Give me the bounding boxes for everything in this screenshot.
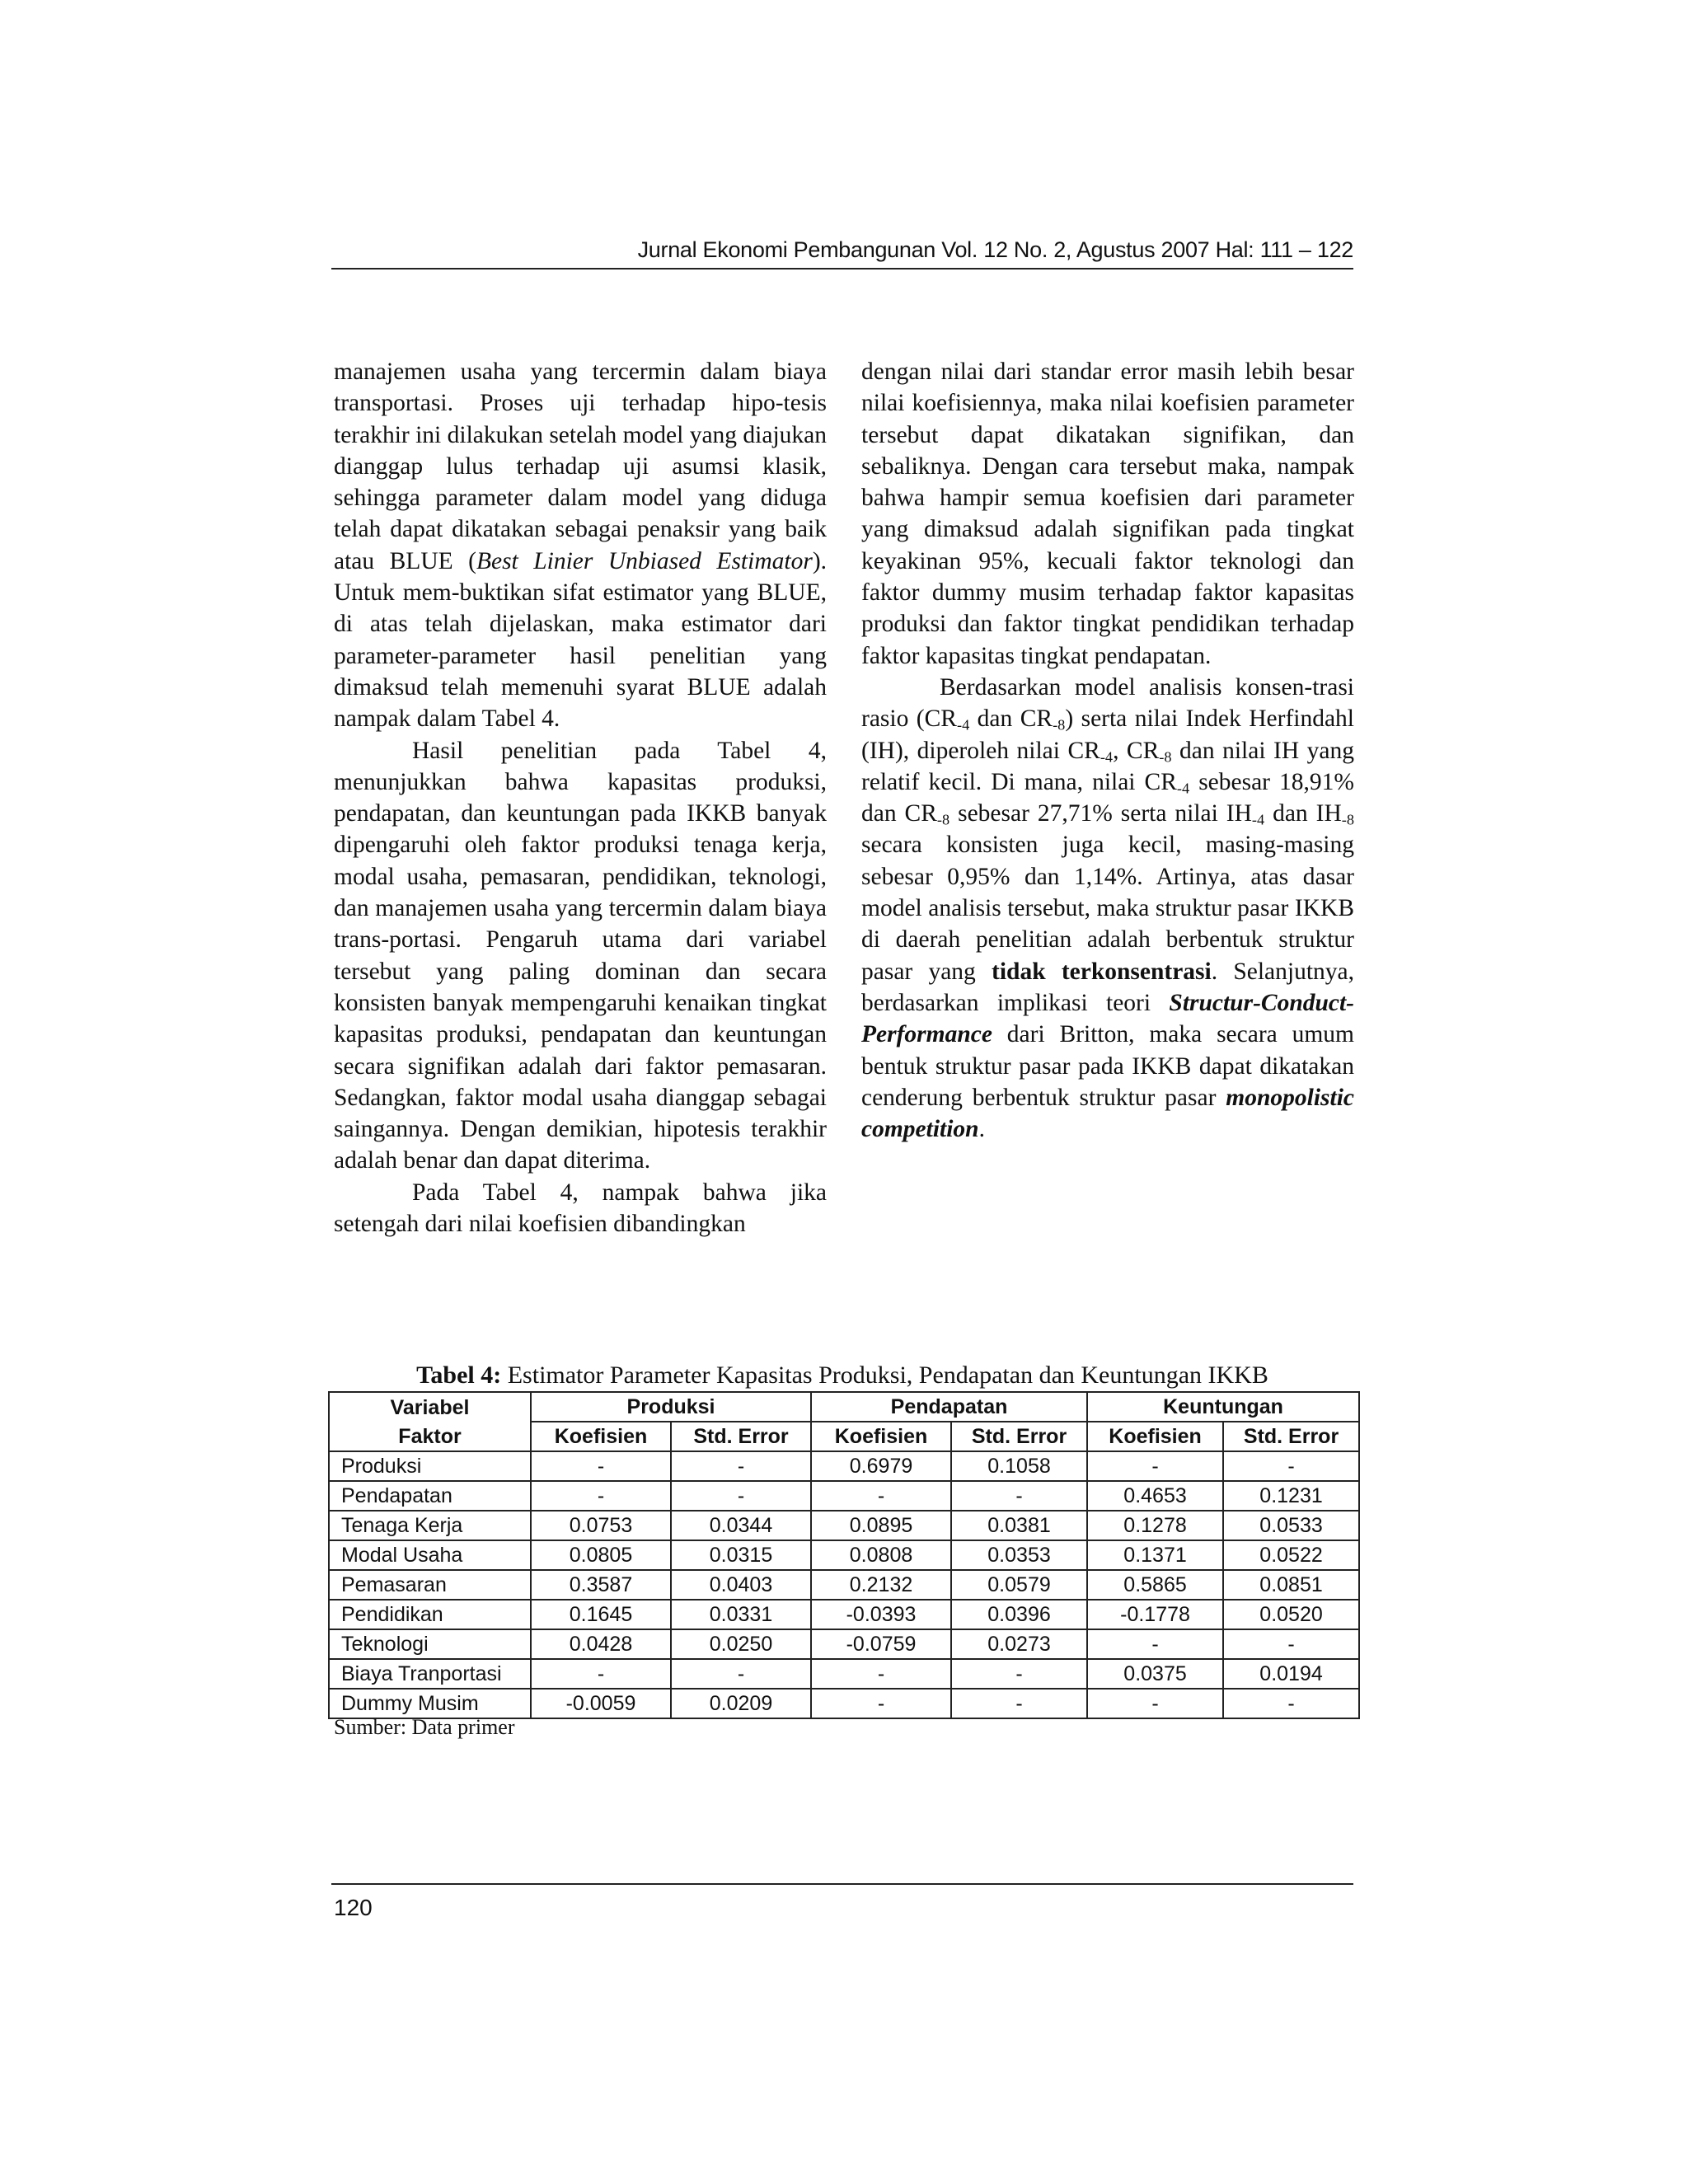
table-cell: - <box>1087 1451 1223 1481</box>
table-cell: - <box>671 1481 811 1511</box>
table-cell: 0.0579 <box>951 1570 1087 1600</box>
table-cell: 0.0353 <box>951 1540 1087 1570</box>
right-column <box>861 356 1354 1145</box>
subscript: -8 <box>1159 748 1172 766</box>
table-cell: - <box>1223 1629 1359 1659</box>
table-cell: - <box>951 1689 1087 1718</box>
table-cell: -0.0393 <box>811 1600 951 1629</box>
subscript: -8 <box>1053 716 1066 733</box>
text-run: sebesar 27,71% serta nilai IH <box>950 800 1252 827</box>
group-header-keuntungan: Keuntungan <box>1087 1392 1359 1422</box>
row-label: Dummy Musim <box>329 1689 531 1718</box>
text-run: dari Britton, maka secara umum bentuk struktur pasar pada IKKB dapat dikatakan cenderung berbentuk struktur pasar <box>861 1021 1354 1111</box>
left-paragraph-3: Pada Tabel 4, nampak bahwa jika setengah dari nilai koefisien dibandingkan <box>334 1179 827 1238</box>
table-cell: 0.0396 <box>951 1600 1087 1629</box>
subscript: -4 <box>1251 811 1265 828</box>
table-caption <box>330 1361 1355 1390</box>
table-row <box>329 1451 1359 1481</box>
table-group-header-row <box>329 1392 1359 1422</box>
table-cell: -0.0059 <box>531 1689 671 1718</box>
text-run: Berdasarkan model analisis konsen-trasi rasio (CR <box>861 673 1354 733</box>
table-cell: 0.0753 <box>531 1511 671 1540</box>
table-cell: 0.0381 <box>951 1511 1087 1540</box>
subheader-std-error: Std. Error <box>671 1422 811 1451</box>
table-source-note: Sumber: Data primer <box>334 1715 515 1739</box>
table-caption-label: Tabel 4: <box>416 1361 502 1389</box>
group-header-pendapatan: Pendapatan <box>811 1392 1087 1422</box>
table-cell: 0.0895 <box>811 1511 951 1540</box>
header-rule <box>331 268 1353 269</box>
table-cell: - <box>1223 1451 1359 1481</box>
bold-term: tidak terkonsentrasi <box>992 958 1212 985</box>
table-cell: - <box>671 1451 811 1481</box>
table-cell: 0.0428 <box>531 1629 671 1659</box>
text-run: , CR <box>1113 737 1160 764</box>
table-cell: 0.0533 <box>1223 1511 1359 1540</box>
bold-italic-term: monopolistic competition <box>861 1084 1354 1143</box>
text-run: dan IH <box>1264 800 1342 827</box>
table-cell: 0.1058 <box>951 1451 1087 1481</box>
row-label: Pemasaran <box>329 1570 531 1600</box>
text-run: dan CR <box>969 705 1053 733</box>
table-cell: - <box>671 1659 811 1689</box>
left-paragraph-2: Hasil penelitian pada Tabel 4, menunjukkan bahwa kapasitas produksi, pendapatan, dan keuntungan pada IKKB banyak dipengaruhi oleh faktor produksi tenaga kerja, modal usaha, pemasaran, pendidikan, teknologi, dan manajemen usaha yang tercermin dalam biaya trans-portasi. Pengaruh utama dari variabel tersebut yang paling dominan dan secara konsisten banyak mempengaruhi kenaikan tingkat kapasitas produksi, pendapatan dan keuntungan secara signifikan adalah dari faktor pemasaran. Sedangkan, faktor modal usaha dianggap sebagai saingannya. Dengan demikian, hipotesis terakhir adalah benar dan dapat diterima. <box>334 737 827 1174</box>
table-cell: - <box>531 1451 671 1481</box>
table-cell: - <box>1087 1689 1223 1718</box>
estimator-table <box>328 1391 1360 1719</box>
italic-term: Best Linier Unbiased Estimator <box>476 547 813 574</box>
table-cell: -0.0759 <box>811 1629 951 1659</box>
row-label: Pendapatan <box>329 1481 531 1511</box>
table-cell: 0.0805 <box>531 1540 671 1570</box>
table-caption-text: Estimator Parameter Kapasitas Produksi, Pendapatan dan Keuntungan IKKB <box>501 1361 1268 1389</box>
row-label: Tenaga Kerja <box>329 1511 531 1540</box>
table-cell: - <box>531 1481 671 1511</box>
table-cell: 0.1645 <box>531 1600 671 1629</box>
text-run: secara konsisten juga kecil, masing-masing sebesar 0,95% dan 1,14%. Artinya, atas dasar model analisis tersebut, maka struktur pasar IKKB di daerah penelitian adalah berbentuk struktur pasar yang <box>861 832 1354 985</box>
subscript: -8 <box>936 811 950 828</box>
table-cell: 0.0273 <box>951 1629 1087 1659</box>
table-cell: - <box>811 1481 951 1511</box>
table-cell: -0.1778 <box>1087 1600 1223 1629</box>
table-cell: - <box>811 1689 951 1718</box>
row-label: Teknologi <box>329 1629 531 1659</box>
row-label: Produksi <box>329 1451 531 1481</box>
bold-italic-term: Structur-Conduct-Performance <box>861 989 1354 1048</box>
row-label: Modal Usaha <box>329 1540 531 1570</box>
table-cell: 0.1371 <box>1087 1540 1223 1570</box>
table-cell: 0.0851 <box>1223 1570 1359 1600</box>
group-header-produksi: Produksi <box>531 1392 811 1422</box>
table-cell: 0.0209 <box>671 1689 811 1718</box>
page-number: 120 <box>334 1895 373 1920</box>
table-cell: 0.1278 <box>1087 1511 1223 1540</box>
text-run: . <box>978 1116 985 1143</box>
subheader-koefisien: Koefisien <box>531 1422 671 1451</box>
subheader-koefisien: Koefisien <box>811 1422 951 1451</box>
table-cell: 0.0808 <box>811 1540 951 1570</box>
table-cell: 0.0194 <box>1223 1659 1359 1689</box>
subscript: -4 <box>956 716 970 733</box>
table-row <box>329 1659 1359 1689</box>
variable-header: Variabel <box>329 1392 531 1422</box>
table-row <box>329 1511 1359 1540</box>
table-row <box>329 1629 1359 1659</box>
footer-rule <box>331 1883 1353 1885</box>
table-cell: - <box>531 1659 671 1689</box>
subheader-koefisien: Koefisien <box>1087 1422 1223 1451</box>
table-cell: 0.0520 <box>1223 1600 1359 1629</box>
table-subheader-row <box>329 1422 1359 1451</box>
row-label: Pendidikan <box>329 1600 531 1629</box>
table-row <box>329 1540 1359 1570</box>
table-cell: - <box>811 1659 951 1689</box>
subscript: -4 <box>1100 748 1114 766</box>
subscript: -4 <box>1176 780 1190 797</box>
table-row <box>329 1570 1359 1600</box>
table-cell: - <box>1087 1629 1223 1659</box>
table-cell: 0.0375 <box>1087 1659 1223 1689</box>
table-cell: 0.5865 <box>1087 1570 1223 1600</box>
table-cell: 0.1231 <box>1223 1481 1359 1511</box>
left-paragraph-1 <box>334 356 827 735</box>
subscript: -8 <box>1341 811 1354 828</box>
text-run: . Selanjutnya, berdasarkan implikasi teori <box>861 958 1354 1016</box>
right-paragraph-2 <box>861 672 1354 1145</box>
table-cell: 0.3587 <box>531 1570 671 1600</box>
text-run: manajemen usaha yang tercermin dalam biaya transportasi. Proses uji terhadap hipo-tesis terakhir ini dilakukan setelah model yang diajukan dianggap lulus terhadap uji asumsi klasik, sehingga parameter dalam model yang diduga telah dapat dikatakan sebagai penaksir yang baik atau BLUE ( <box>334 359 828 574</box>
running-header: Jurnal Ekonomi Pembangunan Vol. 12 No. 2, Agustus 2007 Hal: 111 – 122 <box>637 237 1353 262</box>
text-run: ) serta nilai Indek Herfindahl (IH), diperoleh nilai CR <box>861 705 1355 764</box>
left-column <box>334 356 827 1240</box>
table-cell: 0.0315 <box>671 1540 811 1570</box>
row-label: Biaya Tranportasi <box>329 1659 531 1689</box>
variable-header-faktor: Faktor <box>329 1422 531 1451</box>
text-run: dan nilai IH yang relatif kecil. Di mana, nilai CR <box>861 737 1355 795</box>
table-cell: 0.2132 <box>811 1570 951 1600</box>
subheader-std-error: Std. Error <box>1223 1422 1359 1451</box>
table-cell: - <box>951 1481 1087 1511</box>
table-cell: 0.0403 <box>671 1570 811 1600</box>
table-cell: 0.0522 <box>1223 1540 1359 1570</box>
table-row <box>329 1600 1359 1629</box>
table-row <box>329 1481 1359 1511</box>
right-paragraph-1: dengan nilai dari standar error masih lebih besar nilai koefisiennya, maka nilai koefisien parameter tersebut dapat dikatakan signifikan, dan sebaliknya. Dengan cara tersebut maka, nampak bahwa hampir semua koefisien dari parameter yang dimaksud adalah signifikan pada tingkat keyakinan 95%, kecuali faktor teknologi dan faktor dummy musim terhadap faktor kapasitas produksi dan faktor tingkat pendidikan terhadap faktor kapasitas tingkat pendapatan. <box>861 359 1354 669</box>
table-cell: 0.0344 <box>671 1511 811 1540</box>
table-cell: 0.6979 <box>811 1451 951 1481</box>
table-cell: 0.4653 <box>1087 1481 1223 1511</box>
subheader-std-error: Std. Error <box>951 1422 1087 1451</box>
table-cell: - <box>1223 1689 1359 1718</box>
text-run: ). Untuk mem-buktikan sifat estimator yang BLUE, di atas telah dijelaskan, maka estimator dari parameter-parameter hasil penelitian yang dimaksud telah memenuhi syarat BLUE adalah nampak dalam Tabel 4. <box>334 547 828 733</box>
table-cell: - <box>951 1659 1087 1689</box>
table-cell: 0.0331 <box>671 1600 811 1629</box>
table-cell: 0.0250 <box>671 1629 811 1659</box>
text-run: sebesar 18,91% dan CR <box>861 768 1354 827</box>
